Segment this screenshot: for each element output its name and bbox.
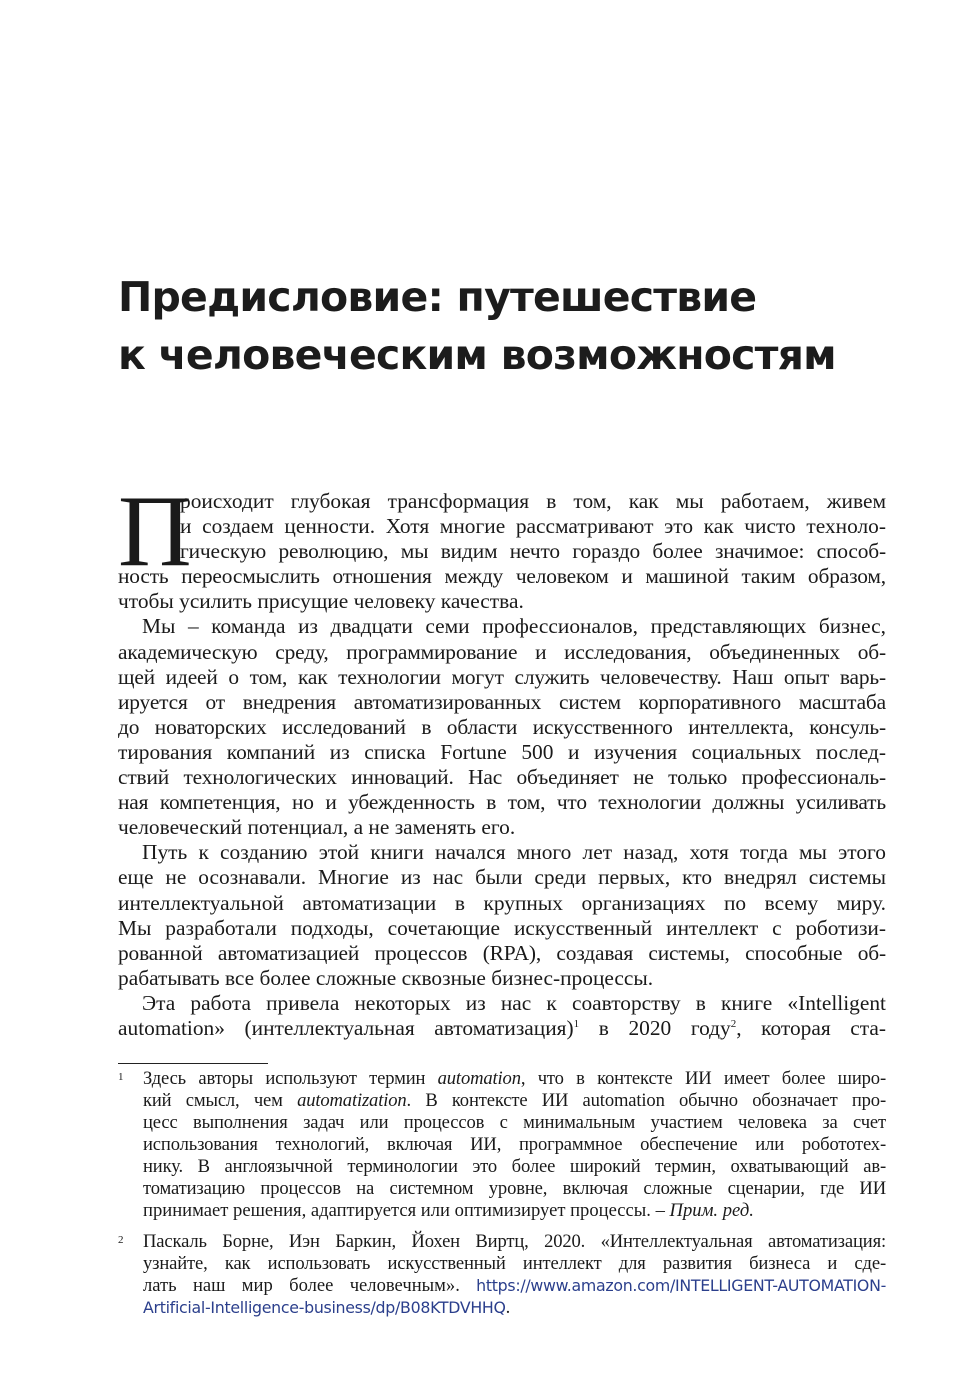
footnote-1 <box>118 1068 886 1222</box>
footnote-line: цесс выполнения задач или процессов с минимальным участием человека за счет <box>143 1112 886 1133</box>
emphasis: Прим. ред. <box>669 1200 754 1221</box>
text-line: чтобы усилить присущие человеку качества. <box>118 589 524 614</box>
footnote-line: Паскаль Борне, Иэн Баркин, Йохен Виртц, 2020. «Интеллектуальная автоматизация: <box>143 1231 886 1252</box>
text-segment: Здесь авторы используют термин <box>143 1068 438 1089</box>
text-line: академическую среду, программирование и исследования, объединенных об- <box>118 639 886 664</box>
text-line: интеллектуальной автоматизации в крупных организациях по всему миру. <box>118 890 886 915</box>
footnote-line <box>143 1297 886 1319</box>
text-line: Мы – команда из двадцати семи профессионалов, представляющих бизнес, <box>142 614 886 639</box>
text-segment: кий смысл, чем <box>143 1090 298 1111</box>
chapter-title-line-1: Предисловие: путешествие <box>118 273 757 321</box>
text-line: ная компетенция, но и убежденность в том, что технологии должны усиливать <box>118 790 886 815</box>
emphasis: automatization <box>297 1090 407 1111</box>
footnote-line: узнайте, как использовать искусственный интеллект для развития бизнеса и сде- <box>143 1253 886 1274</box>
text-line: тирования компаний из списка Fortune 500 и изучения социальных послед- <box>118 739 886 764</box>
text-segment: . <box>505 1297 511 1318</box>
chapter-title <box>118 268 878 384</box>
source-link[interactable]: https://www.amazon.com/INTELLIGENT-AUTOMATION- <box>476 1276 886 1295</box>
text-line: ность переосмыслить отношения между человеком и машиной таким образом, <box>118 564 886 589</box>
text-line: Мы разработали подходы, сочетающие искусственный интеллект с роботизи- <box>118 915 886 940</box>
footnotes <box>118 1068 886 1319</box>
text-line: щей идеей о том, как технологии могут служить человечеству. Наш опыт варь- <box>118 664 886 689</box>
text-segment: , что в контексте ИИ имеет более широ- <box>520 1068 886 1089</box>
body-text <box>118 489 886 1041</box>
footnote-line <box>143 1068 886 1090</box>
text-line: и создаем ценности. Хотя многие рассматривают это как чисто техноло- <box>180 514 886 539</box>
footnote-2 <box>118 1231 886 1319</box>
text-line: роисходит глубокая трансформация в том, как мы работаем, живем <box>180 489 886 513</box>
footnote-number: 1 <box>118 1071 124 1083</box>
footnote-ref-2[interactable]: 2 <box>730 1017 737 1030</box>
footnote-line: нику. В англоязычной терминологии это более широкий термин, охватывающий ав- <box>143 1156 886 1177</box>
text-line: до новаторских исследований в области искусственного интеллекта, консуль- <box>118 714 886 739</box>
text-line: гическую революцию, мы видим нечто гораздо более значимое: способ- <box>180 539 886 564</box>
footnote-divider <box>118 1063 268 1064</box>
footnote-ref-1[interactable]: 1 <box>573 1017 580 1030</box>
chapter-title-line-2: к человеческим возможностям <box>118 331 836 379</box>
text-segment: лать наш мир более человечным». <box>143 1275 477 1296</box>
text-line: человеческий потенциал, а не заменять его. <box>118 815 516 840</box>
text-line: ируется от внедрения автоматизированных систем корпоративного масштаба <box>118 689 886 714</box>
text-line <box>118 1016 886 1041</box>
text-segment: . В контексте ИИ automation обычно обозначает про- <box>406 1090 886 1111</box>
text-line: еще не осознавали. Многие из нас были среди первых, кто внедрял системы <box>118 865 886 890</box>
footnote-number: 2 <box>118 1234 124 1246</box>
footnote-line <box>143 1275 886 1297</box>
footnote-line: использования технологий, включая ИИ, программное обеспечение или робототех- <box>143 1134 886 1155</box>
drop-cap: П <box>118 475 192 588</box>
text-segment: в 2020 году <box>579 1015 731 1040</box>
emphasis: automation <box>437 1068 521 1089</box>
text-line: рованной автоматизацией процессов (RPA), создавая системы, способные об- <box>118 940 886 965</box>
footnote-line: томатизацию процессов на системном уровне, включая сложные сценарии, где ИИ <box>143 1178 886 1199</box>
text-line: ствий технологических инноваций. Нас объединяет не только профессиональ- <box>118 765 886 790</box>
text-segment: automation» (интеллектуальная автоматизация) <box>118 1015 574 1040</box>
source-link-continued[interactable]: Artificial-Intelligence-business/dp/B08KTDVHHQ <box>143 1298 506 1317</box>
text-segment: принимает решения, адаптируется или оптимизирует процессы. – <box>143 1200 670 1221</box>
footnote-line <box>143 1200 886 1222</box>
text-segment: , которая ста- <box>736 1015 887 1040</box>
text-line: Эта работа привела некоторых из нас к соавторству в книге «Intelligent <box>142 990 886 1015</box>
text-line: рабатывать все более сложные сквозные бизнес-процессы. <box>118 965 654 990</box>
text-line: Путь к созданию этой книги начался много лет назад, хотя тогда мы этого <box>142 840 886 865</box>
footnote-line <box>143 1090 886 1112</box>
